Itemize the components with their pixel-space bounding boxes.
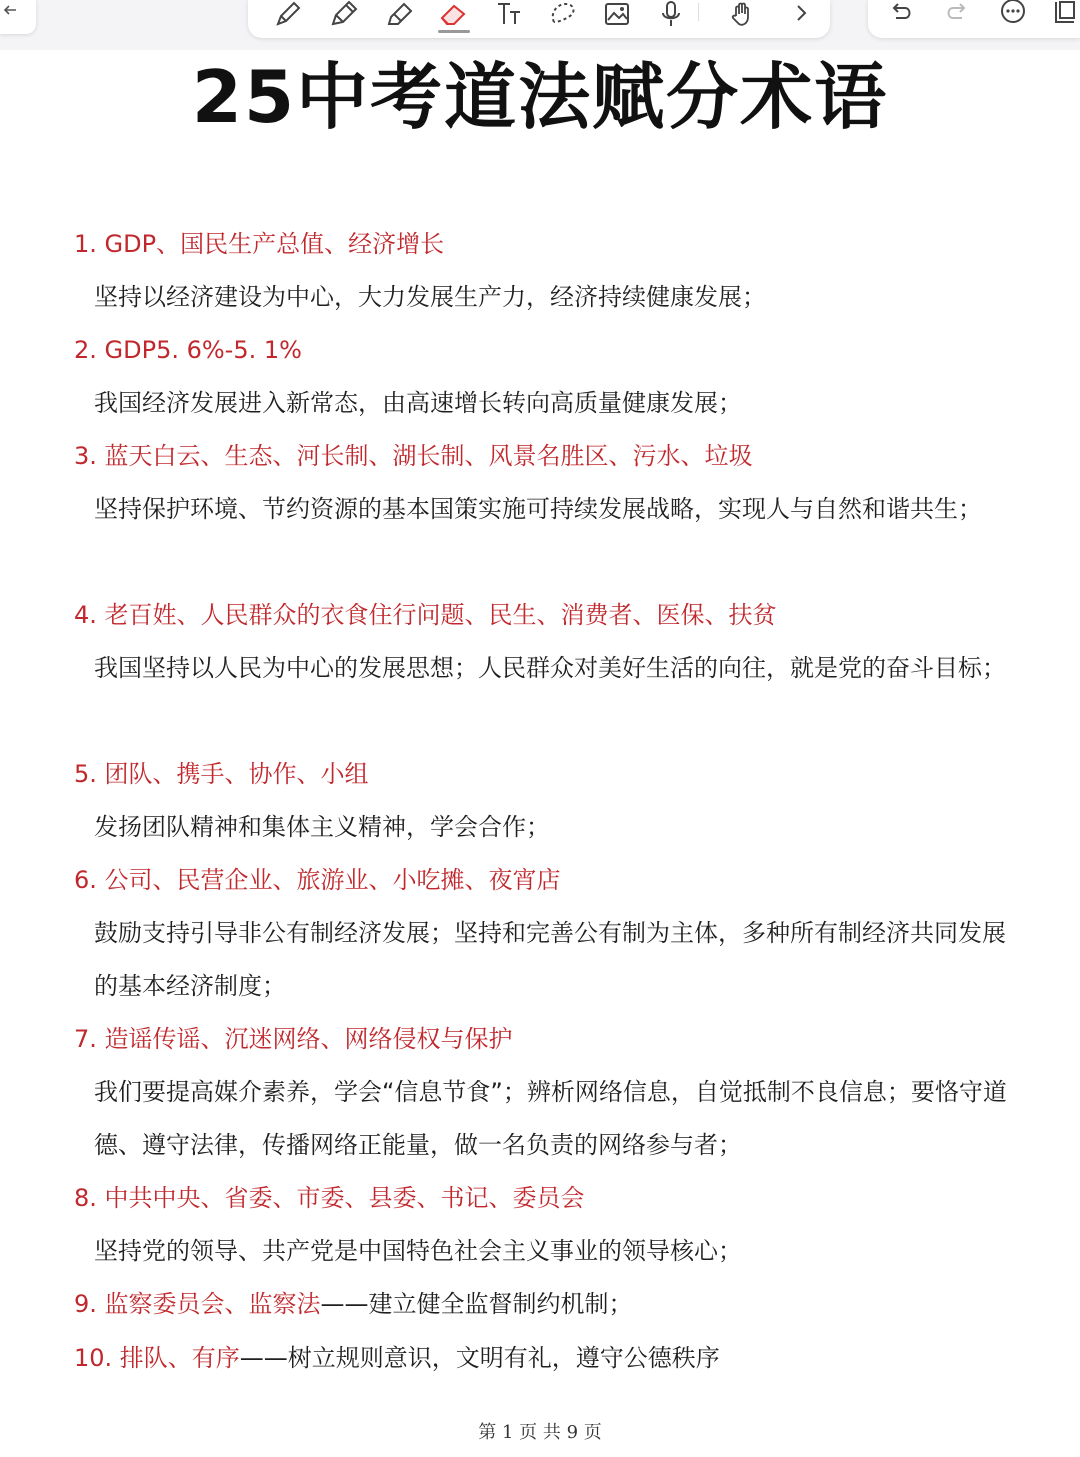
eraser-icon <box>438 0 468 28</box>
term-heading-5: 5. 团队、携手、协作、小组 <box>74 760 369 788</box>
undo-icon <box>886 0 916 28</box>
term-desc-6: 鼓励支持引导非公有制经济发展；坚持和完善公有制为主体，多种所有制经济共同发展的基本经济制度； <box>94 919 1006 1000</box>
term-dash-10: —— <box>239 1344 288 1372</box>
more-options-button[interactable] <box>996 0 1030 30</box>
hand-icon <box>728 0 758 28</box>
term-line-10 <box>74 1342 720 1374</box>
text-tool-button[interactable] <box>492 0 526 30</box>
term-heading-1: 1. GDP、国民生产总值、经济增长 <box>74 230 445 258</box>
chevron-right-icon <box>786 0 816 28</box>
more-icon <box>998 0 1028 28</box>
hand-tool-button[interactable] <box>726 0 760 30</box>
term-desc-10: 树立规则意识，文明有礼，遵守公德秩序 <box>287 1344 720 1372</box>
undo-button[interactable] <box>884 0 918 30</box>
right-tools <box>868 0 1080 38</box>
pencil-tool-button[interactable] <box>326 0 360 30</box>
text-tool-icon <box>494 0 524 28</box>
active-tool-indicator <box>438 30 470 33</box>
term-desc-8: 坚持党的领导、共产党是中国特色社会主义事业的领导核心； <box>94 1237 742 1265</box>
lasso-icon <box>548 0 578 28</box>
term-heading-2: 2. GDP5. 6%-5. 1% <box>74 336 302 364</box>
pencil-icon <box>328 0 358 28</box>
redo-icon <box>942 0 972 28</box>
highlighter-tool-button[interactable] <box>382 0 416 30</box>
pen-tool-button[interactable] <box>270 0 304 30</box>
term-desc-7: 我们要提高媒介素养，学会“信息节食”；辨析网络信息，自觉抵制不良信息；要恪守道德、遵守法律，传播网络正能量，做一名负责的网络参与者； <box>94 1078 1007 1159</box>
app-toolbar <box>0 0 1080 50</box>
image-tool-button[interactable] <box>600 0 634 30</box>
pages-icon <box>1050 0 1080 28</box>
pages-button[interactable] <box>1048 0 1080 30</box>
eraser-tool-button[interactable] <box>436 0 470 30</box>
term-desc-2: 我国经济发展进入新常态，由高速增长转向高质量健康发展； <box>94 389 742 417</box>
document-title: 25中考道法赋分术语 <box>191 55 889 139</box>
term-heading-9: 9. 监察委员会、监察法 <box>74 1290 321 1318</box>
highlighter-icon <box>384 0 414 28</box>
term-desc-1: 坚持以经济建设为中心，大力发展生产力，经济持续健康发展； <box>94 283 766 311</box>
term-heading-3: 3. 蓝天白云、生态、河长制、湖长制、风景名胜区、污水、垃圾 <box>74 442 753 470</box>
arrow-left-icon <box>2 2 18 18</box>
term-heading-10: 10. 排队、有序 <box>74 1344 240 1372</box>
term-desc-3: 坚持保护环境、节约资源的基本国策实施可持续发展战略，实现人与自然和谐共生； <box>94 495 982 523</box>
toolbar-divider <box>698 3 699 21</box>
term-line-9 <box>74 1288 633 1320</box>
more-tools-button[interactable] <box>784 0 818 30</box>
page-number: 第 1 页 共 9 页 <box>478 1422 602 1443</box>
back-button[interactable] <box>0 0 36 34</box>
term-desc-5: 发扬团队精神和集体主义精神，学会合作； <box>94 813 550 841</box>
redo-button[interactable] <box>940 0 974 30</box>
pen-icon <box>272 0 302 28</box>
term-heading-7: 7. 造谣传谣、沉迷网络、网络侵权与保护 <box>74 1025 513 1053</box>
drawing-tools <box>248 0 830 38</box>
term-dash-9: —— <box>320 1290 369 1318</box>
microphone-icon <box>656 0 686 28</box>
term-desc-9: 建立健全监督制约机制； <box>368 1290 633 1318</box>
term-heading-4: 4. 老百姓、人民群众的衣食住行问题、民生、消费者、医保、扶贫 <box>74 601 777 629</box>
lasso-tool-button[interactable] <box>546 0 580 30</box>
image-icon <box>602 0 632 28</box>
term-heading-8: 8. 中共中央、省委、市委、县委、书记、委员会 <box>74 1184 585 1212</box>
term-desc-4: 我国坚持以人民为中心的发展思想；人民群众对美好生活的向往，就是党的奋斗目标； <box>94 654 1006 682</box>
term-heading-6: 6. 公司、民营企业、旅游业、小吃摊、夜宵店 <box>74 866 561 894</box>
voice-tool-button[interactable] <box>654 0 688 30</box>
